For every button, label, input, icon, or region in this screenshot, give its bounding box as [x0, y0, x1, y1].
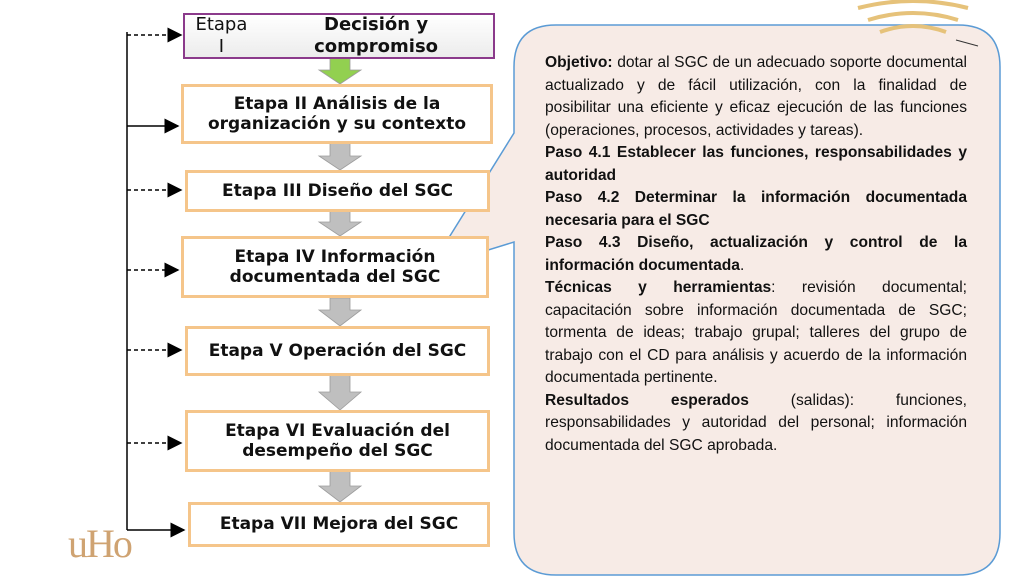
stage-1-prefix: Etapa I [195, 14, 248, 57]
stage-5-box [185, 326, 490, 376]
stage-2-line2: organización y su contexto [207, 114, 467, 134]
stage-3-box [185, 170, 490, 212]
callout-tecnicas [545, 277, 967, 390]
stage-4-box [181, 236, 489, 298]
stage-1-box [183, 13, 495, 59]
tecnicas-label: Técnicas y herramientas [545, 279, 772, 296]
callout-text [545, 52, 967, 457]
resultados-text: (salidas): funciones, responsabilidades y autoridad del personal; información documentada del SGC aprobada. [545, 391, 967, 454]
flow-arrow-1 [319, 58, 361, 84]
callout-paso-4-2 [545, 187, 967, 232]
flow-arrow-4 [319, 298, 361, 326]
callout-objetivo [545, 52, 967, 142]
callout-resultados [545, 390, 967, 458]
decorative-sun-icon [838, 0, 988, 50]
objetivo-label: Objetivo: [545, 54, 613, 71]
stage-2-line1: Etapa II Análisis de la [233, 93, 441, 114]
resultados-label: Resultados esperados [545, 391, 749, 409]
stage-4-line2: documentada del SGC [229, 267, 441, 287]
paso-4-3-text: Paso 4.3 Diseño, actualización y control de la información documentada [545, 234, 967, 274]
flow-arrow-2 [319, 143, 361, 170]
stage-1-label: Decisión y compromiso [314, 14, 439, 57]
stage-6-line1: Etapa VI Evaluación del [225, 420, 450, 441]
callout-paso-4-3 [545, 232, 967, 277]
objetivo-text: dotar al SGC de un adecuado soporte documental actualizado y de fácil utilización, con la finalidad de posibilitar una eficiente y eficaz ejecución de las funciones (operaciones, procesos, actividades y tareas). [545, 54, 967, 139]
stage-7-box [188, 502, 490, 547]
stage-2-box [181, 84, 493, 144]
flow-arrow-3 [319, 210, 361, 236]
stage-6-box [185, 410, 490, 472]
flow-arrow-6 [319, 470, 361, 502]
paso-4-3-end: . [739, 256, 745, 274]
uho-logo: uHo [68, 521, 131, 566]
paso-4-1-text: Paso 4.1 Establecer las funciones, responsabilidades y autoridad [545, 144, 967, 184]
stage-3-label: Etapa III Diseño del SGC [221, 180, 454, 201]
stage-5-label: Etapa V Operación del SGC [208, 340, 467, 361]
flow-arrow-5 [319, 375, 361, 410]
stage-7-label: Etapa VII Mejora del SGC [219, 514, 459, 535]
paso-4-2-text: Paso 4.2 Determinar la información documentada necesaria para el SGC [545, 189, 967, 229]
stage-6-line2: desempeño del SGC [242, 441, 433, 461]
tecnicas-text: : revisión documental; capacitación sobre información documentada de SGC; tormenta de ideas; trabajo grupal; talleres del grupo de trabajo con el CD para análisis y acuerdo de la información documentada pertinente. [545, 279, 967, 386]
stage-4-line1: Etapa IV Información [234, 246, 436, 267]
callout-paso-4-1 [545, 142, 967, 187]
